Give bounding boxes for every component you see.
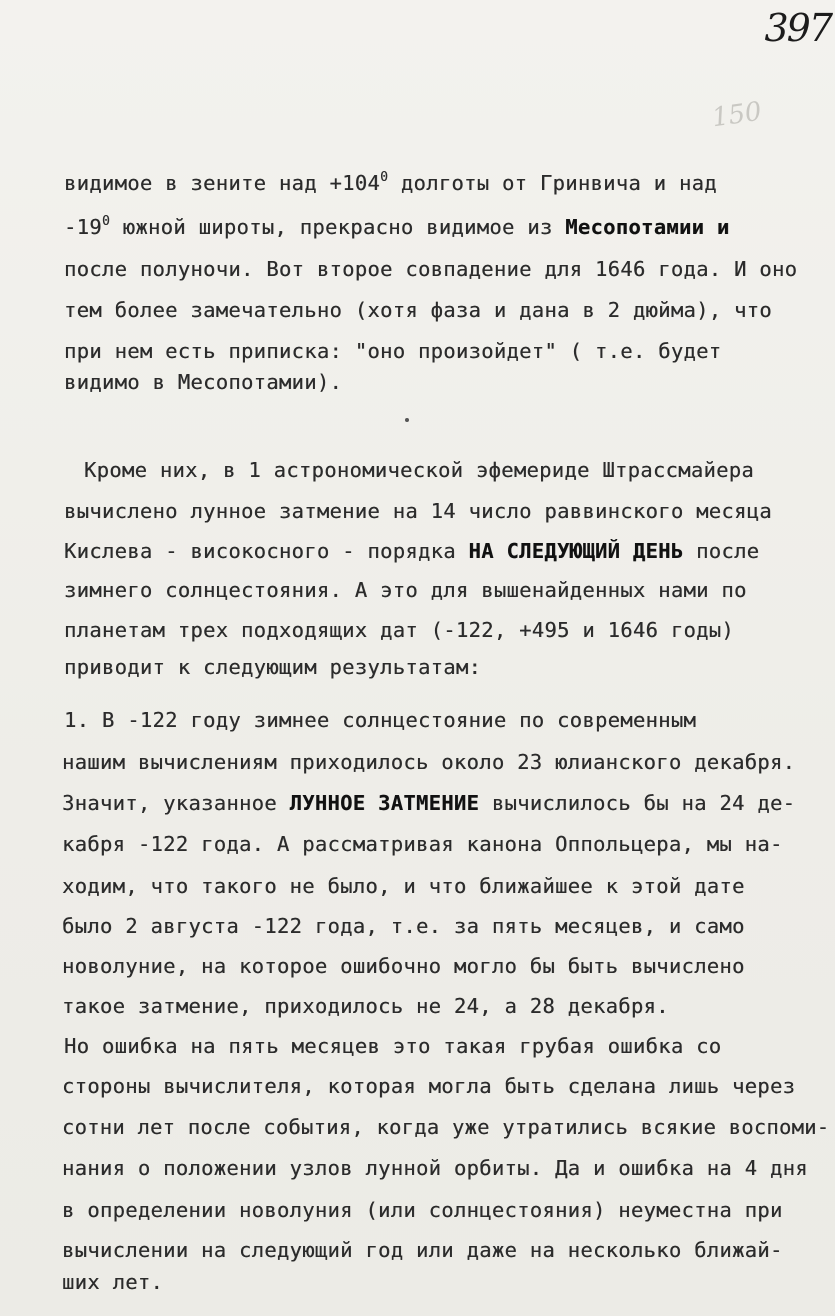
text-line: планетам трех подходящих дат (-122, +495 и 1646 годы)	[64, 618, 735, 642]
text-line	[64, 539, 759, 563]
text-line: вычислении на следующий год или даже на несколько ближай-	[62, 1238, 783, 1262]
text-line: после полуночи. Вот второе совпадение для 1646 года. И оно	[64, 257, 798, 281]
text-line: при нем есть приписка: "оно произойдет" ( т.е. будет	[64, 339, 722, 363]
text-line: 1. В -122 году зимнее солнцестояние по современным	[64, 708, 697, 732]
text-line: нания о положении узлов лунной орбиты. Да и ошибка на 4 дня	[62, 1156, 808, 1180]
text-span: -19	[64, 215, 102, 239]
text-line: было 2 августа -122 года, т.е. за пять месяцев, и само	[62, 914, 745, 938]
text-span: южной широты, прекрасно видимое из	[110, 215, 566, 239]
text-line	[64, 214, 730, 239]
pencil-mark: 150	[710, 96, 764, 134]
text-line: приводит к следующим результатам:	[64, 655, 482, 679]
text-line: зимнего солнцестояния. А это для вышенайденных нами по	[64, 578, 747, 602]
text-line: нашим вычислениям приходилось около 23 юлианского декабря.	[62, 750, 796, 774]
text-span: вычислилось бы на 24 де-	[479, 791, 796, 815]
text-span: Кислева - високосного - порядка	[64, 539, 469, 563]
text-line: сотни лет после события, когда уже утратились всякие воспоми-	[62, 1115, 830, 1139]
text-line	[64, 170, 717, 195]
text-span: Значит, указанное	[62, 791, 290, 815]
text-span: долготы от Гринвича и над	[388, 171, 717, 195]
text-span: после	[683, 539, 760, 563]
text-line: видимо в Месопотамии).	[64, 370, 343, 394]
stray-dot	[405, 418, 409, 422]
text-line: ших лет.	[62, 1270, 164, 1294]
text-span: видимое в зените над +104	[64, 171, 381, 195]
degree-superscript: 0	[380, 170, 389, 185]
text-line: вычислено лунное затмение на 14 число раввинского месяца	[64, 499, 772, 523]
text-line: новолуние, на которое ошибочно могло бы быть вычислено	[62, 954, 745, 978]
degree-superscript: 0	[101, 214, 111, 229]
text-line: в определении новолуния (или солнцестояния) неуместна при	[62, 1198, 783, 1222]
text-line: Кроме них, в 1 астрономической эфемериде Штрассмайера	[84, 458, 755, 482]
page-number: 397	[764, 6, 831, 50]
text-line: ходим, что такого не было, и что ближайшее к этой дате	[62, 874, 745, 898]
bold-text: НА СЛЕДУЮЩИЙ ДЕНЬ	[468, 539, 684, 563]
text-line	[62, 791, 795, 815]
text-line: кабря -122 года. А рассматривая канона Оппольцера, мы на-	[62, 832, 783, 856]
text-line: такое затмение, приходилось не 24, а 28 декабря.	[62, 994, 669, 1018]
text-line: тем более замечательно (хотя фаза и дана в 2 дюйма), что	[64, 298, 772, 322]
bold-text: Месопотамии и	[565, 215, 730, 239]
bold-text: ЛУННОЕ ЗАТМЕНИЕ	[289, 791, 480, 815]
text-line: стороны вычислителя, которая могла быть сделана лишь через	[62, 1074, 796, 1098]
text-line: Но ошибка на пять месяцев это такая грубая ошибка со	[64, 1034, 722, 1058]
